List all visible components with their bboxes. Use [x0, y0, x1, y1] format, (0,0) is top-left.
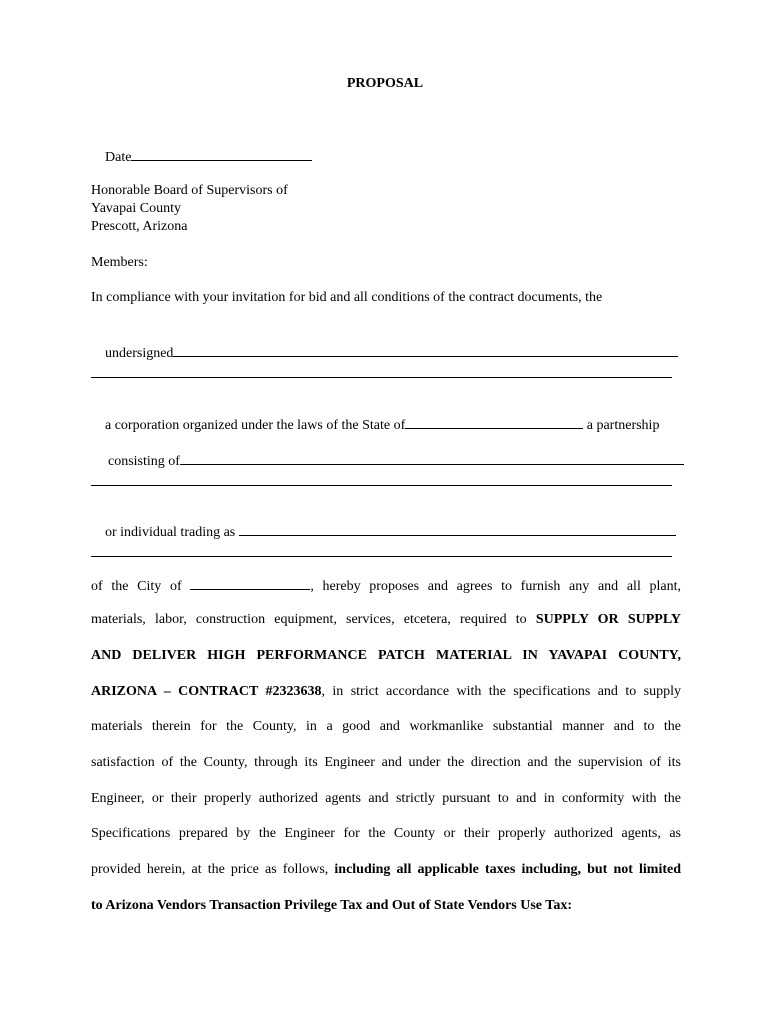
body-line-3-bold: ARIZONA – CONTRACT #2323638 — [91, 684, 322, 699]
body-line-2 — [91, 647, 681, 665]
city-blank[interactable] — [190, 576, 310, 590]
partnership-label: a partnership — [586, 418, 660, 433]
undersigned-label: undersigned — [105, 346, 174, 361]
body-line-7: Specifications prepared by the Engineer for the County or their properly authorized agents, as — [91, 826, 681, 841]
body-line-3 — [91, 683, 681, 701]
consisting-blank-2[interactable] — [91, 485, 672, 486]
undersigned-line — [91, 325, 678, 381]
individual-line — [91, 504, 676, 560]
salutation: Members: — [91, 255, 148, 270]
body-line-9 — [91, 897, 572, 915]
individual-blank[interactable] — [239, 522, 676, 536]
body-line-6: Engineer, or their properly authorized agents and strictly pursuant to and in conformity with the — [91, 791, 681, 806]
date-blank[interactable] — [131, 147, 312, 161]
consisting-label: consisting of — [108, 454, 180, 469]
body-line-1-bold: SUPPLY OR SUPPLY — [535, 612, 681, 627]
body-line-9-bold: to Arizona Vendors Transaction Privilege Tax and Out of State Vendors Use Tax: — [91, 898, 572, 913]
body-line-3-text: , in strict accordance with the specifications and to supply — [321, 684, 681, 699]
body-line-4: materials therein for the County, in a good and workmanlike substantial manner and to the — [91, 719, 681, 734]
body-line-5: satisfaction of the County, through its Engineer and under the direction and the supervision of its — [91, 755, 681, 770]
body-line-1-text: materials, labor, construction equipment, services, etcetera, required to — [91, 612, 536, 627]
consisting-blank[interactable] — [180, 451, 684, 465]
corporation-label: a corporation organized under the laws of the State of — [105, 418, 406, 433]
body-line-8-bold: including all applicable taxes including, but not limited — [334, 862, 682, 877]
body-line-8-text: provided herein, at the price as follows, — [91, 862, 335, 877]
city-prefix: of the City of — [91, 579, 182, 594]
individual-label: or individual trading as — [105, 525, 236, 540]
state-blank[interactable] — [405, 415, 583, 429]
address-line-3: Prescott, Arizona — [91, 219, 188, 234]
city-line — [91, 576, 681, 596]
body-line-1 — [91, 611, 681, 629]
body-line-8 — [91, 861, 681, 879]
body-line-2-bold: AND DELIVER HIGH PERFORMANCE PATCH MATERIAL IN YAVAPAI COUNTY, — [91, 648, 681, 663]
page-title: PROPOSAL — [346, 76, 424, 91]
consisting-line — [94, 433, 684, 489]
city-suffix: , hereby proposes and agrees to furnish any and all plant, — [310, 579, 682, 594]
undersigned-blank-2[interactable] — [91, 377, 672, 378]
individual-blank-2[interactable] — [91, 556, 672, 557]
date-label: Date — [105, 150, 132, 165]
address-line-2: Yavapai County — [91, 201, 181, 216]
intro-paragraph: In compliance with your invitation for bid and all conditions of the contract documents, the — [91, 290, 603, 305]
address-line-1: Honorable Board of Supervisors of — [91, 183, 288, 198]
undersigned-blank[interactable] — [173, 343, 678, 357]
date-line — [91, 129, 312, 185]
